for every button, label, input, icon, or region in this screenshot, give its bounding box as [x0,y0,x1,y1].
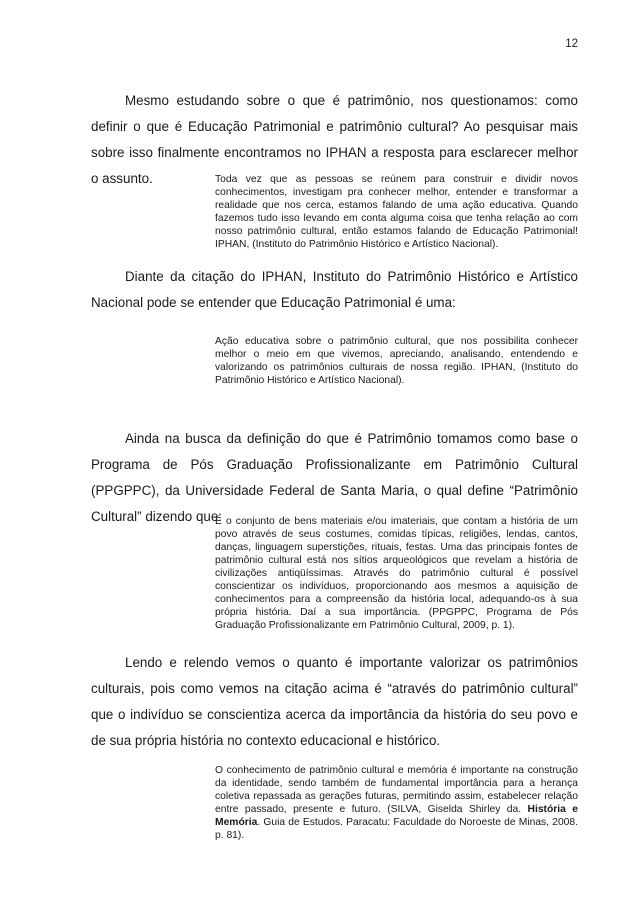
quote-4-reference: . Guia de Estudos. Paracatu: Faculdade do Noroeste de Minas, 2008. p. 81). [215,817,578,841]
paragraph-1: Mesmo estudando sobre o que é patrimônio, nos questionamos: como definir o que é Educação Patrimonial e patrimônio cultural? Ao pesquisar mais sobre isso finalmente encontramos no IPHAN a resposta para esclarecer melhor o assunto. [91,93,578,186]
block-quote-1: Toda vez que as pessoas se reúnem para construir e dividir novos conhecimentos, investigam pra conhecer melhor, entender e transformar a realidade que nos cerca, estamos falando de uma ação educativa. Quando fazemos tudo isso levando em conta alguma coisa que tenha relação ao com nosso patrimônio cultural, então estamos falando de Educação Patrimonial! IPHAN, (Instituto do Patrimônio Histórico e Artístico Nacional). [215,174,578,250]
paragraph-2: Diante da citação do IPHAN, Instituto do Patrimônio Histórico e Artístico Nacional pode se entender que Educação Patrimonial é uma: [91,269,578,310]
block-quote-2: Ação educativa sobre o patrimônio cultural, que nos possibilita conhecer melhor o meio em que vivemos, apreciando, analisando, entendendo e valorizando os patrimônios culturais de nossa região. IPHAN, (Instituto do Patrimônio Histórico e Artístico Nacional). [215,336,578,386]
quote-4-text: O conhecimento de patrimônio cultural e memória é importante na construção da identidade, sendo também de fundamental importância para a herança coletiva repassada as gerações futuras, permitindo assim, estabelecer relação entre passado, presente e futuro. (SILVA, Giselda Shirley da. [215,765,578,815]
block-quote-4 [215,764,578,842]
paragraph-4: Lendo e relendo vemos o quanto é importante valorizar os patrimônios culturais, pois como vemos na citação acima é “através do patrimônio cultural” que o indivíduo se conscientiza acerca da importância da história do seu povo e de sua própria história no contexto educacional e histórico. [91,655,578,748]
page-number: 12 [565,38,578,50]
paragraph-3: Ainda na busca da definição do que é Patrimônio tomamos como base o Programa de Pós Graduação Profissionalizante em Patrimônio Cultural (PPGPPC), da Universidade Federal de Santa Maria, o qual define “Patrimônio Cultural” dizendo que: [91,431,578,524]
quote-4-book-title: História e Memória [215,804,578,828]
block-quote-3: É o conjunto de bens materiais e/ou imateriais, que contam a história de um povo através de seus costumes, comidas típicas, religiões, lendas, cantos, danças, linguagem superstições, rituais, festas. Uma das principais fontes de patrimônio cultural está nos sítios arqueológicos que revelam a história de civilizações antiqüíssimas. Através do patrimônio cultural é possível conscientizar os indivíduos, proporcionando aos mesmos a aquisição de conhecimentos para a compreensão da história local, adequando-os à sua própria história. Daí a sua importância. (PPGPPC, Programa de Pós Graduação Profissionalizante em Patrimônio Cultural, 2009, p. 1). [215,516,578,631]
